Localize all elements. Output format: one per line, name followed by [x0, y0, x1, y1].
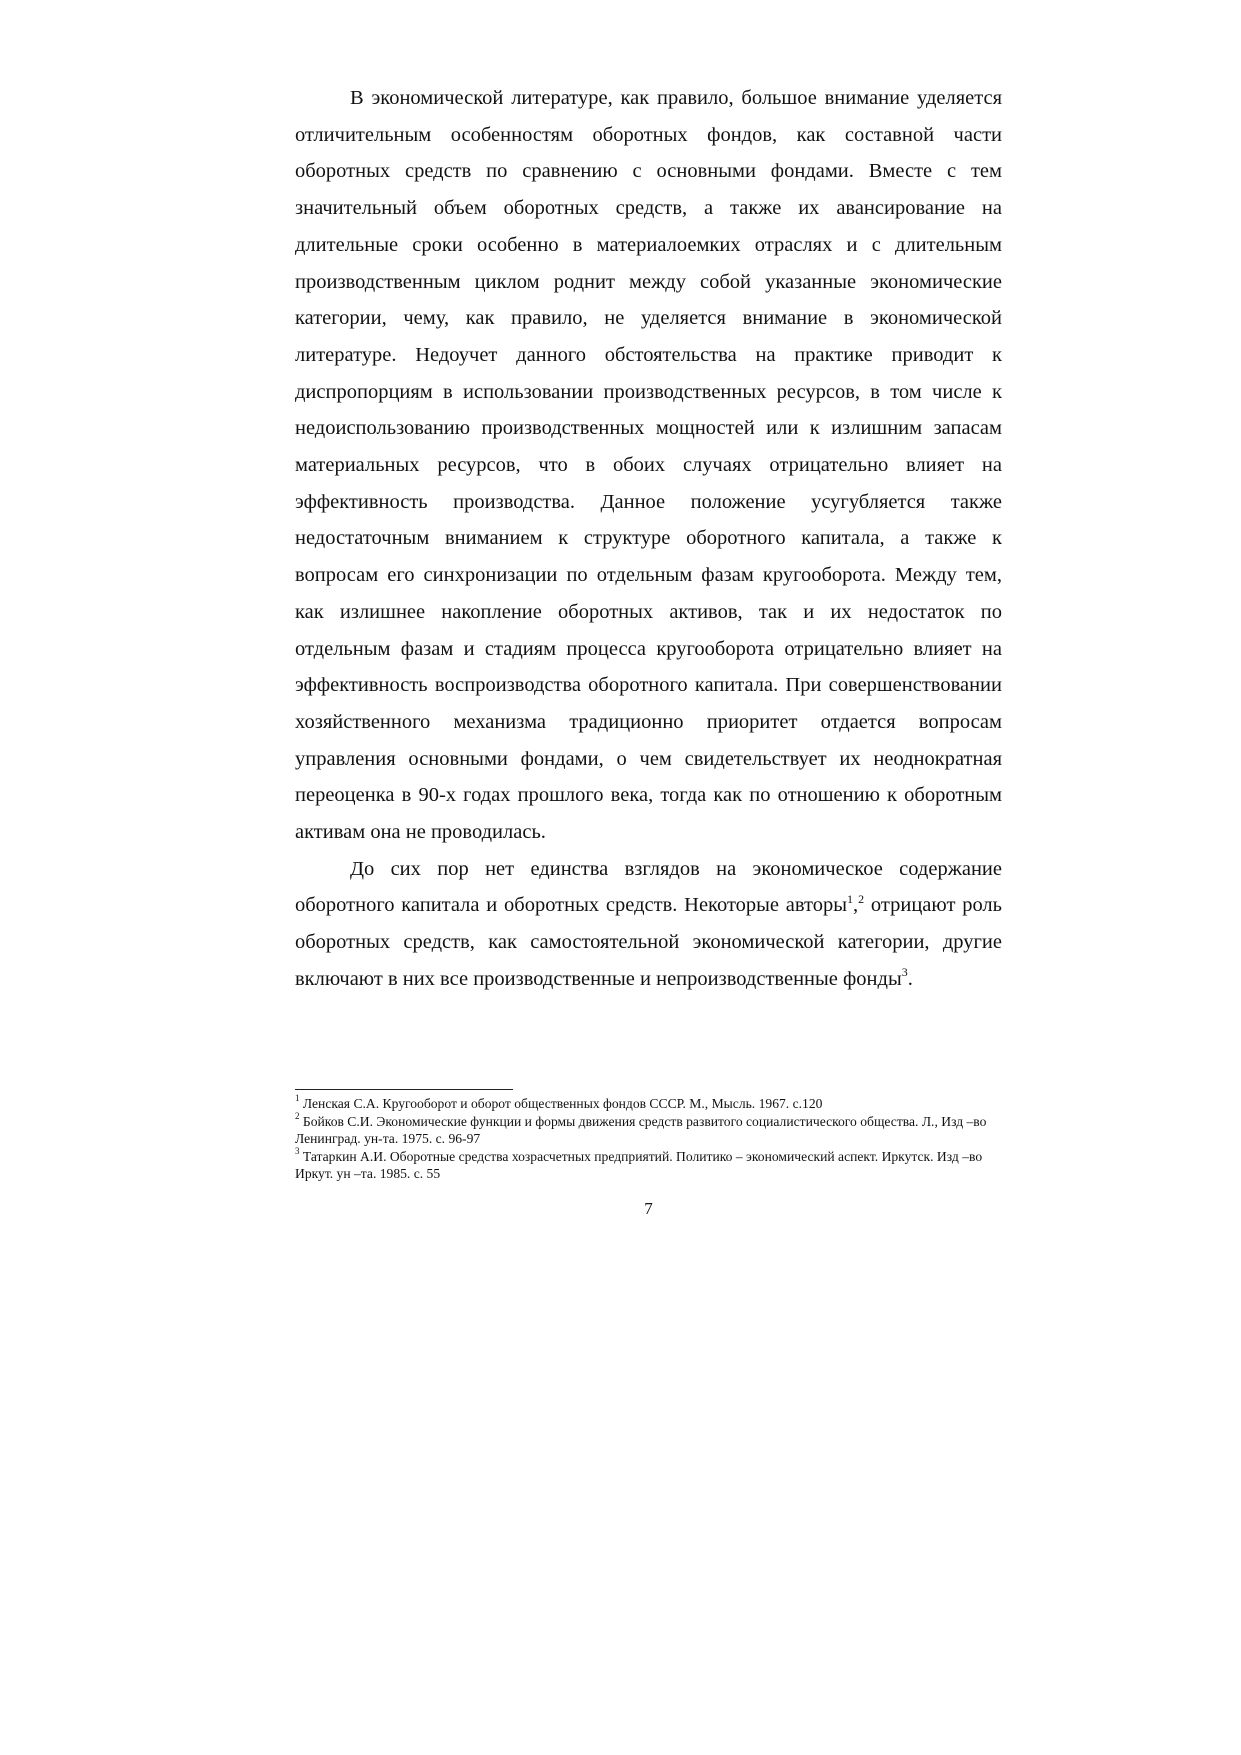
footnote-number: 2: [295, 1111, 300, 1122]
body-text: [295, 80, 1002, 998]
footnote-ref-2[interactable]: 2: [858, 891, 865, 906]
paragraph-2-text-c: .: [907, 967, 913, 990]
footnote-1: [295, 1095, 1002, 1113]
footnote-ref-1[interactable]: 1: [847, 891, 854, 906]
page-number: 7: [644, 1199, 653, 1218]
footnote-number: 3: [295, 1146, 300, 1157]
paragraph-2-text-a: До сих пор нет единства взглядов на экономическое содержание оборотного капитала и оборотных средств. Некоторые авторы: [295, 857, 1002, 917]
footnote-2: [295, 1113, 1002, 1148]
footnote-text: Татаркин А.И. Оборотные средства хозрасчетных предприятий. Политико – экономический аспект. Иркутск. Изд –во Иркут. ун –та. 1985. с. 55: [295, 1148, 983, 1182]
ref-separator: ,: [853, 894, 859, 917]
footnote-text: Ленская С.А. Кругооборот и оборот общественных фондов СССР. М., Мысль. 1967. с.120: [299, 1096, 823, 1111]
footnote-number: 1: [295, 1093, 300, 1104]
footnote-separator: [295, 1089, 513, 1090]
paragraph-2: [295, 851, 1002, 998]
paragraph-1: В экономической литературе, как правило, большое внимание уделяется отличительным особенностям оборотных фондов, как составной части оборотных средств по сравнению с основными фондами. Вместе с тем значительный объем оборотных средств, а также их авансирование на длительные сроки особенно в материалоемких отраслях и с длительным производственным циклом роднит между собой указанные экономические категории, чему, как правило, не уделяется внимание в экономической литературе. Недоучет данного обстоятельства на практике приводит к диспропорциям в использовании производственных ресурсов, в том числе к недоиспользованию производственных мощностей или к излишним запасам материальных ресурсов, что в обоих случаях отрицательно влияет на эффективность производства. Данное положение усугубляется также недостаточным вниманием к структуре оборотного капитала, а также к вопросам его синхронизации по отдельным фазам кругооборота. Между тем, как излишнее накопление оборотных активов, так и их недостаток по отдельным фазам и стадиям процесса кругооборота отрицательно влияет на эффективность воспроизводства оборотного капитала. При совершенствовании хозяйственного механизма традиционно приоритет отдается вопросам управления основными фондами, о чем свидетельствует их неоднократная переоценка в 90-х годах прошлого века, тогда как по отношению к оборотным активам она не проводилась.: [295, 87, 1002, 844]
footnote-text: Бойков С.И. Экономические функции и формы движения средств развитого социалистического общества. Л., Изд –во Ленинград. ун-та. 1975. с. 96-97: [295, 1113, 987, 1147]
footnotes: [295, 1089, 1002, 1183]
paragraph-2-text-b: отрицают роль оборотных средств, как самостоятельной экономической категории, другие включают в них все производственные и непроизводственные фонды: [295, 894, 1002, 990]
footnote-3: [295, 1148, 1002, 1183]
footnote-ref-3[interactable]: 3: [901, 965, 908, 980]
